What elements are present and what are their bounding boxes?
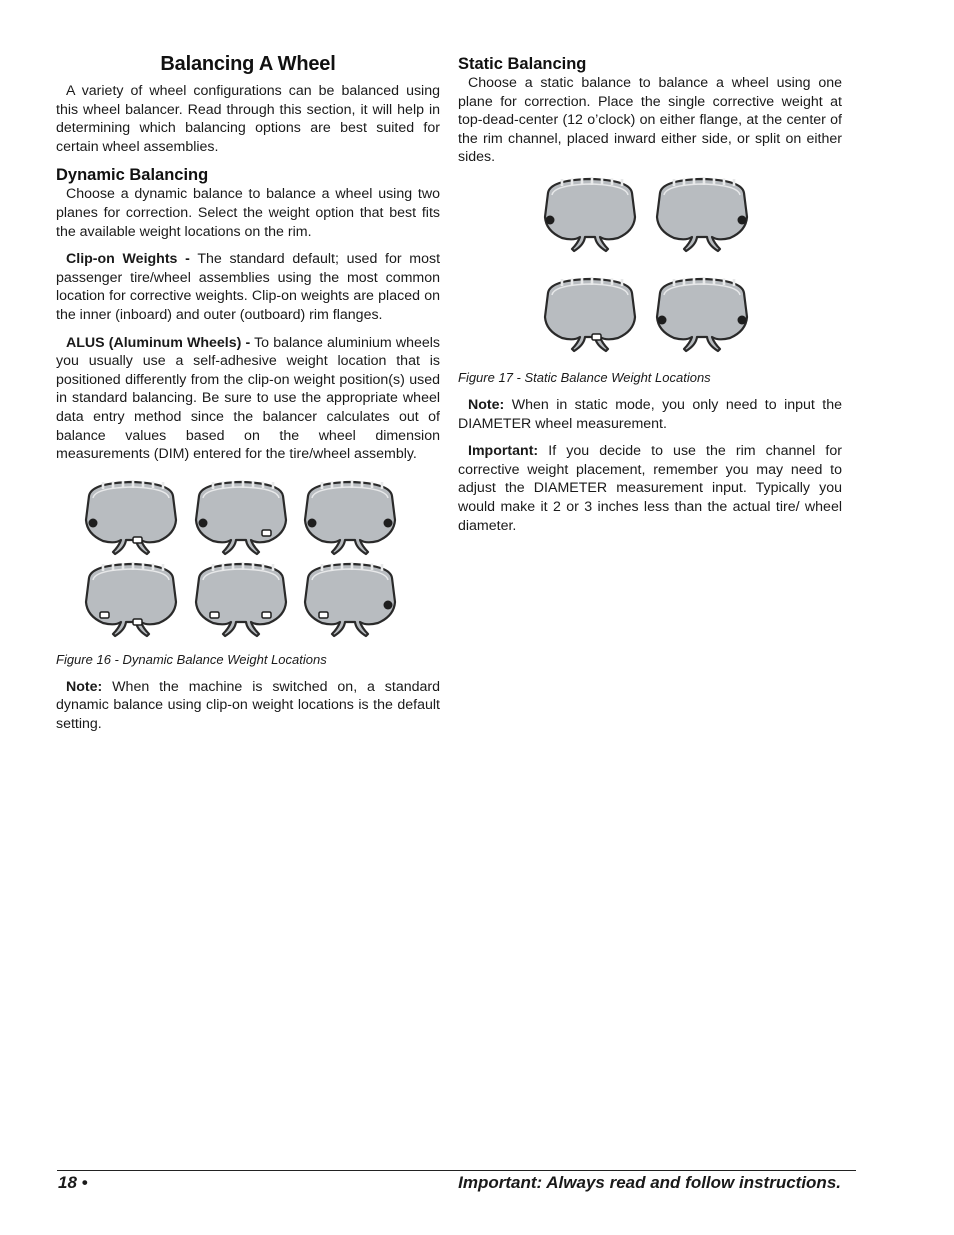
clipon-lead: Clip-on Weights -: [66, 251, 190, 268]
page-number: 18 •: [58, 1173, 88, 1192]
adhesive-weight-icon: [262, 612, 271, 618]
alus-text: To balance aluminium wheels you usually use a self-adhesive weight location that is positioned differently from the clip-on weight position(s) used in standard balancing. Be sure to use the appropriate wheel data entry method since the balancer calculates out of balance values based on the wheel dimension measurements (DIM) entered for the tire/wheel assembly.: [56, 334, 440, 463]
clip-weight-icon: [546, 215, 555, 224]
footer-text: Important: Always read and follow instructions.: [458, 1173, 841, 1192]
figure-16-wheels: [56, 480, 440, 640]
adhesive-weight-icon: [133, 619, 142, 625]
clip-weight-icon: [384, 518, 393, 527]
figure-17: [458, 177, 842, 386]
adhesive-weight-icon: [319, 612, 328, 618]
important-text: If you decide to use the rim channel for corrective weight placement, remember you may need to adjust the DIAMETER measurement input. Typically you would make it 2 or 3 inches less than the actual tire/ wheel diameter.: [458, 443, 842, 534]
clipon-paragraph: [56, 250, 440, 324]
figure-17-wheels: [458, 177, 842, 357]
static-balancing-paragraph: Choose a static balance to balance a wheel using one plane for correction. Place the single corrective weight at top-dead-center (12 o’clock) on either flange, at the center of the rim channel, placed inward either side, or split on either sides.: [458, 75, 842, 166]
right-column: [458, 52, 842, 535]
alus-lead: ALUS (Aluminum Wheels) -: [66, 334, 251, 351]
figure-16: [56, 480, 440, 668]
static-note-text: When in static mode, you only need to input the DIAMETER wheel measurement.: [458, 396, 842, 432]
clipon-text: The standard default; used for most passenger tire/wheel assemblies using the most common location for corrective weights. Clip-on weights are placed on the inner (inboard) and outer (outboard) rim flanges.: [56, 251, 441, 323]
important-lead: Important:: [468, 443, 539, 460]
static-note-paragraph: [458, 396, 842, 433]
static-note-lead: Note:: [468, 396, 505, 413]
alus-paragraph: [56, 334, 440, 464]
clip-weight-icon: [658, 315, 667, 324]
clip-weight-icon: [199, 518, 208, 527]
clip-weight-icon: [89, 518, 98, 527]
intro-paragraph: A variety of wheel configurations can be balanced using this wheel balancer. Read through this section, it will help in determining which balancing options are best suited for certain wheel assemblies.: [56, 83, 440, 155]
static-balancing-heading: Static Balancing: [458, 55, 587, 73]
dynamic-balancing-heading: Dynamic Balancing: [56, 166, 209, 185]
dynamic-balancing-paragraph: Choose a dynamic balance to balance a wheel using two planes for correction. Select the weight option that best fits the available weight locations on the rim.: [56, 186, 440, 240]
clip-weight-icon: [384, 600, 393, 609]
page-title: Balancing A Wheel: [160, 53, 336, 75]
footer-rule: [57, 1170, 856, 1171]
figure-16-caption: Figure 16 - Dynamic Balance Weight Locations: [56, 651, 327, 667]
clip-weight-icon: [308, 518, 317, 527]
clip-weight-icon: [738, 315, 747, 324]
adhesive-weight-icon: [133, 537, 142, 543]
note-text: When the machine is switched on, a standard dynamic balance using clip-on weight locations is the default setting.: [56, 678, 440, 732]
note-lead: Note:: [66, 678, 103, 695]
adhesive-weight-icon: [592, 334, 601, 340]
note-paragraph: [56, 678, 440, 734]
left-column: [56, 52, 440, 733]
adhesive-weight-icon: [262, 530, 271, 536]
adhesive-weight-icon: [100, 612, 109, 618]
clip-weight-icon: [738, 215, 747, 224]
figure-17-caption: Figure 17 - Static Balance Weight Locations: [458, 369, 711, 385]
adhesive-weight-icon: [210, 612, 219, 618]
important-paragraph: [458, 442, 842, 535]
